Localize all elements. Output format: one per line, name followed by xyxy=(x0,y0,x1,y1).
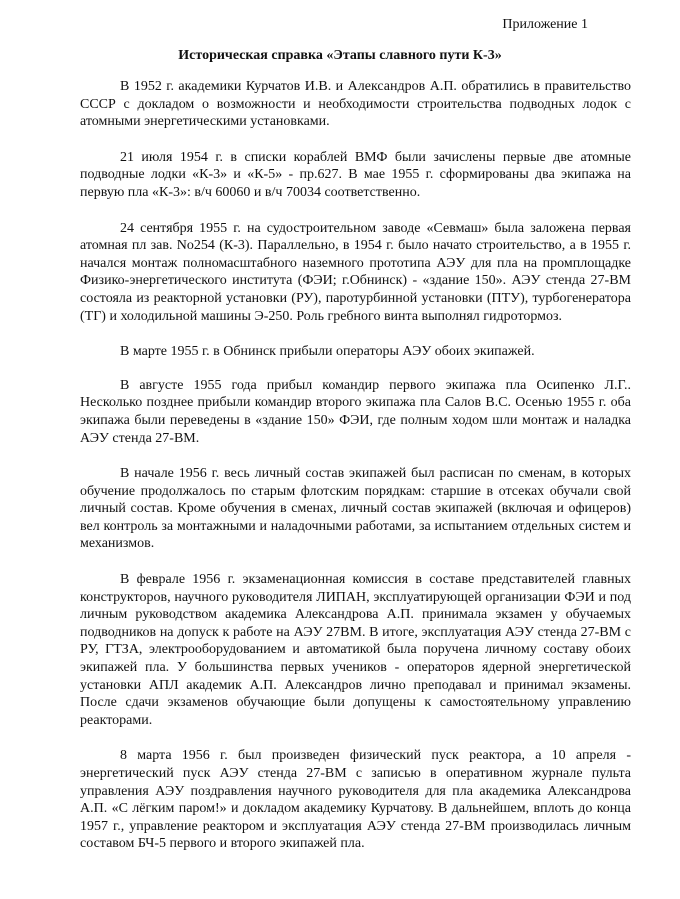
paragraph-1955-keel-laying: 24 сентября 1955 г. на судостроительном заводе «Севмаш» была заложена первая атомная пл зав. No254 (К-3). Параллельно, в 1954 г. было начато строительство, а в 1955 г. начался монтаж полномасштабного наземного прототипа АЭУ для пла на промплощадке Физико-энергетического института (ФЭИ; г.Обнинск) - «здание 150». АЭУ стенда 27-ВМ состояла из реакторной установки (РУ), паротурбинной установки (ПТУ), турбогенератора (ТГ) и холодильной машины Э-250. Роль гребного винта выполнял гидротормоз. xyxy=(80,220,631,324)
paragraph-1956-exam: В феврале 1956 г. экзаменационная комиссия в составе представителей главных конструкторов, научного руководителя ЛИПАН, эксплуатирующей организации ФЭИ и под личным руководством академика Александрова А.П. принимала экзамен у обучаемых подводников на допуск к работе на АЭУ 27ВМ. В итоге, эксплуатация АЭУ стенда 27-ВМ с РУ, ГТЗА, электрооборудованием и автоматикой была поручена личному составу обоих экипажей пла. У большинства первых учеников - операторов ядерной энергетической установки АПЛ академик А.П. Александров лично преподавал и принимал экзамены. После сдачи экзаменов обучающие были допущены к самостоятельному управлению реакторами. xyxy=(80,572,631,728)
appendix-label: Приложение 1 xyxy=(502,17,588,32)
paragraph-commanders-arrival: В августе 1955 года прибыл командир первого экипажа пла Осипенко Л.Г.. Несколько позднее прибыли командир второго экипажа пла Салов В.С. Осенью 1955 г. оба экипажа были переведены в «здание 150» ФЭИ, где полным ходом шли монтаж и наладка АЭУ стенда 27-ВМ. xyxy=(80,377,631,446)
paragraph-1956-training: В начале 1956 г. весь личный состав экипажей был расписан по сменам, в которых обучение продолжалось по старым флотским порядкам: старшие в отсеках обучали свой личный состав. Кроме обучения в сменах, личный состав экипажей (включая и офицеров) вел контроль за монтажными и наладочными работами, за испытанием отдельных систем и механизмов. xyxy=(80,466,631,552)
paragraph-reactor-startup: 8 марта 1956 г. был произведен физический пуск реактора, а 10 апреля - энергетический пуск АЭУ стенда 27-ВМ с записью в оперативном журнале пульта управления АЭУ поздравления научного руководителя для пла академика Александрова А.П. «С лёгким паром!» и докладом академику Курчатову. В дальнейшем, вплоть до конца 1957 г., управление реактором и эксплуатация АЭУ стенда 27-ВМ производилась личным составом БЧ-5 первого и второго экипажей пла. xyxy=(80,748,631,852)
paragraph-operators-arrival: В марте 1955 г. в Обнинск прибыли операторы АЭУ обоих экипажей. xyxy=(120,344,535,360)
paragraph-1954-enlistment: 21 июля 1954 г. в списки кораблей ВМФ были зачислены первые две атомные подводные лодки «К-3» и «К-5» - пр.627. В мае 1955 г. сформированы два экипажа на первую пла «К-3»: в/ч 60060 и в/ч 70034 соответственно. xyxy=(80,149,631,200)
paragraph-1952-appeal: В 1952 г. академики Курчатов И.В. и Александров А.П. обратились в правительство СССР с докладом о возможности и необходимости строительства подводных лодок с атомными энергетическими установками. xyxy=(80,79,631,130)
document-body xyxy=(80,78,631,871)
document-title: Историческая справка «Этапы славного пути К-3» xyxy=(178,48,502,63)
